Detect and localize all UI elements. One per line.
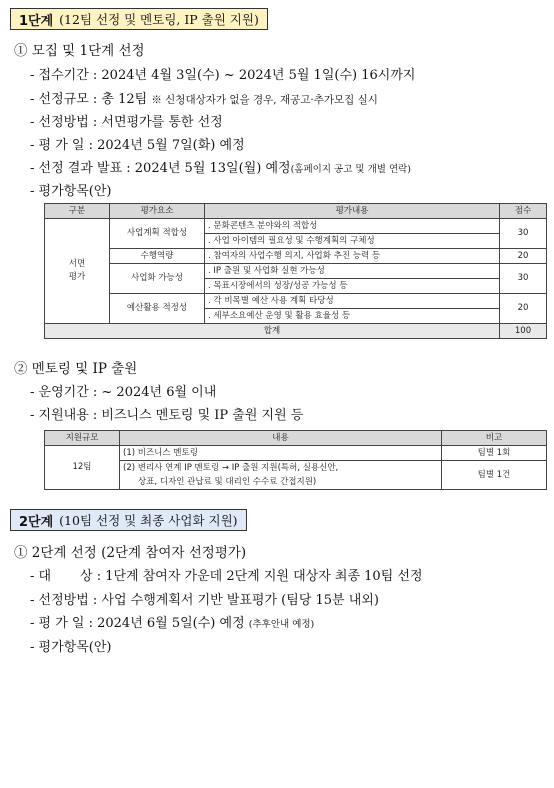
eval-score-2: 20 — [500, 249, 547, 264]
bullet-selection-scale-warn: ※ 신청대상자가 없을 경우, 재공고·추가모집 실시 — [151, 94, 378, 106]
table-row — [45, 219, 547, 234]
bullet-operation-period: - 운영기간 : ~ 2024년 6월 이내 — [30, 385, 217, 400]
eval-header-element: 평가요소 — [110, 204, 205, 219]
eval-content-3a: . IP 출원 및 사업화 실현 가능성 — [205, 264, 500, 279]
bullet-result-announce-note: (홈페이지 공고 및 개별 연락) — [290, 164, 412, 175]
bullet-selection-method: - 선정방법 : 서면평가를 통한 선정 — [30, 115, 223, 130]
eval-score-3: 30 — [500, 264, 547, 294]
bullet-support-content: - 지원내용 : 비즈니스 멘토링 및 IP 출원 지원 등 — [30, 408, 304, 423]
bullet-application-period: - 접수기간 : 2024년 4월 3일(수) ~ 2024년 5월 1일(수) 16시까지 — [30, 68, 416, 83]
stage1-section1-title: ① 모집 및 1단계 선정 — [14, 43, 145, 59]
eval-total-score: 100 — [500, 324, 547, 339]
eval-element-3: 사업화 가능성 — [110, 264, 205, 294]
eval-score-1: 30 — [500, 219, 547, 249]
bullet-selection-scale-text: - 선정규모 : 총 12팀 — [30, 92, 152, 107]
bullet-eval-date: - 평 가 일 : 2024년 5월 7일(화) 예정 — [30, 138, 245, 153]
bullet-target: - 대 상 : 1단계 참여자 가운데 2단계 지원 대상자 최종 10팀 선정 — [30, 569, 423, 584]
eval-header-score: 점수 — [500, 204, 547, 219]
eval-element-4: 예산활용 적정성 — [110, 294, 205, 324]
stage1-title-bold: 1단계 — [19, 13, 54, 29]
eval-total-row — [45, 324, 547, 339]
stage1-section2-title: ② 멘토링 및 IP 출원 — [14, 361, 138, 377]
eval-element-1: 사업계획 적합성 — [110, 219, 205, 249]
table-row — [45, 294, 547, 309]
stage1-title-rest: (12팀 선정 및 멘토링, IP 출원 지원) — [59, 12, 259, 27]
eval-header-content: 평가내용 — [205, 204, 500, 219]
support-table-header — [45, 431, 547, 446]
stage2-title-bold: 2단계 — [19, 514, 54, 530]
bullet-result-announce — [30, 157, 411, 176]
stage2-section1-title: ① 2단계 선정 (2단계 참여자 선정평가) — [14, 545, 247, 561]
bullet-eval-items: - 평가항목(안) — [30, 184, 112, 199]
bullet-stage2-eval-date-text: - 평 가 일 : 2024년 6월 5일(수) 예정 — [30, 616, 249, 631]
table-row — [45, 264, 547, 279]
bullet-result-announce-text: - 선정 결과 발표 : 2024년 5월 13일(월) 예정 — [30, 161, 291, 176]
bullet-selection-scale — [30, 88, 378, 107]
table-row — [45, 249, 547, 264]
support-scale: 12팀 — [45, 446, 120, 490]
eval-total-label: 합계 — [45, 324, 500, 339]
support-table — [44, 430, 547, 490]
stage2-title-box — [10, 509, 247, 531]
support-content-2b: 상표, 디자인 관납료 및 대리인 수수료 간접지원) — [120, 475, 442, 490]
eval-header-category: 구분 — [45, 204, 110, 219]
eval-content-1b: . 사업 아이템의 필요성 및 수행계획의 구체성 — [205, 234, 500, 249]
support-remark-1: 팀별 1회 — [442, 446, 547, 461]
eval-content-3b: . 목표시장에서의 성장/성공 가능성 등 — [205, 279, 500, 294]
support-header-scale: 지원규모 — [45, 431, 120, 446]
stage2-title-rest: (10팀 선정 및 최종 사업화 지원) — [59, 513, 238, 528]
eval-content-1a: . 문화콘텐츠 분야와의 적합성 — [205, 219, 500, 234]
bullet-stage2-eval-date — [30, 612, 314, 631]
eval-group-written: 서면 평가 — [45, 219, 110, 324]
table-row — [45, 461, 547, 476]
bullet-stage2-method: - 선정방법 : 사업 수행계획서 기반 발표평가 (팀당 15분 내외) — [30, 593, 379, 608]
support-content-2a: (2) 변리사 연계 IP 멘토링 → IP 출원 지원(특허, 실용신안, — [120, 461, 442, 476]
support-header-content: 내용 — [120, 431, 442, 446]
eval-content-4b: . 세부소요예산 운영 및 활용 효율성 등 — [205, 309, 500, 324]
support-content-1: (1) 비즈니스 멘토링 — [120, 446, 442, 461]
bullet-stage2-eval-items: - 평가항목(안) — [30, 640, 112, 655]
support-header-remark: 비고 — [442, 431, 547, 446]
eval-score-4: 20 — [500, 294, 547, 324]
table-row — [45, 446, 547, 461]
evaluation-table — [44, 203, 547, 339]
eval-content-4a: . 각 비목별 예산 사용 계획 타당성 — [205, 294, 500, 309]
support-remark-2: 팀별 1건 — [442, 461, 547, 490]
evaluation-table-header — [45, 204, 547, 219]
bullet-stage2-eval-date-note: (추후안내 예정) — [248, 619, 315, 630]
stage1-title-box — [10, 8, 268, 30]
eval-content-2a: . 참여자의 사업수행 의지, 사업화 추진 능력 등 — [205, 249, 500, 264]
eval-element-2: 수행역량 — [110, 249, 205, 264]
